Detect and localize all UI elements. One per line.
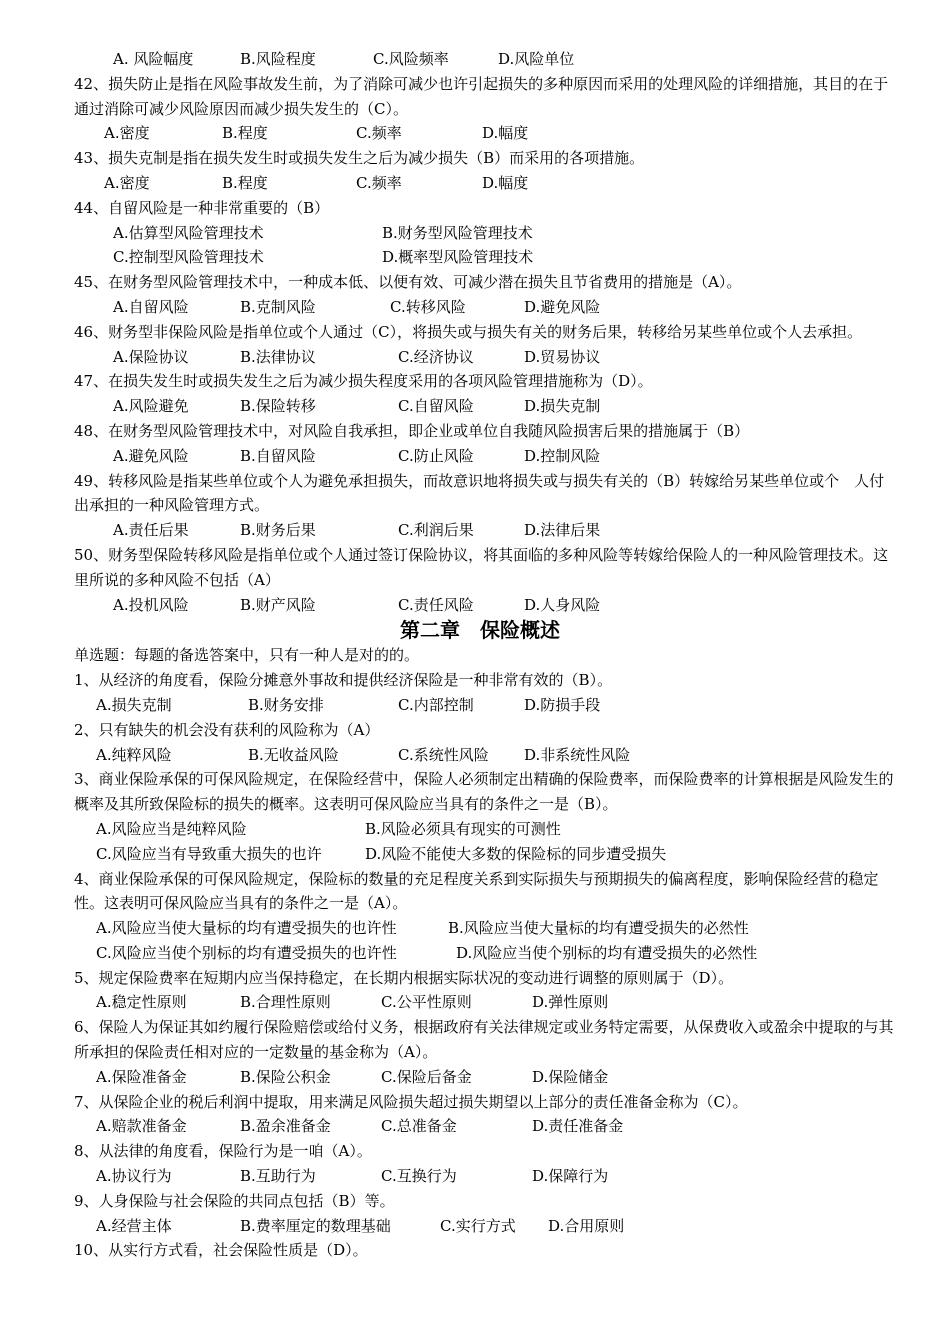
option-c: C.风险频率 xyxy=(373,50,449,68)
option-a: A.经营主体 xyxy=(96,1216,172,1235)
options-row xyxy=(0,1114,950,1139)
option-c: C.风险应当有导致重大损失的也许 xyxy=(96,844,322,863)
section-intro: 单选题：每题的备选答案中，只有一种人是对的的。 xyxy=(74,646,420,665)
options-row xyxy=(0,817,950,842)
options-row xyxy=(0,221,950,246)
option-d: D.避免风险 xyxy=(524,297,601,316)
option-b: B.风险应当使大量标的均有遭受损失的必然性 xyxy=(448,919,749,938)
option-d: D.责任准备金 xyxy=(532,1117,624,1136)
option-a: A.风险避免 xyxy=(113,397,189,416)
option-b: B.程度 xyxy=(222,173,268,192)
options-row xyxy=(0,1214,950,1239)
option-b: B.无收益风险 xyxy=(248,745,339,764)
option-d: D.合用原则 xyxy=(548,1216,625,1235)
option-c: C.公平性原则 xyxy=(381,993,472,1012)
question-text: 6、保险人为保证其如约履行保险赔偿或给付义务，根据政府有关法律规定或业务特定需要，从保费收入或盈余中提取的与其所承担的保险责任相对应的一定数量的基金称为（A）。 xyxy=(74,1018,894,1062)
option-d: D.幅度 xyxy=(482,124,529,143)
option-a: A.纯粹风险 xyxy=(96,745,172,764)
options-row xyxy=(0,916,950,941)
option-a: A.保险协议 xyxy=(113,347,189,366)
option-a: A.估算型风险管理技术 xyxy=(113,223,264,242)
option-b: B.财务型风险管理技术 xyxy=(382,223,533,242)
question-text: 50、财务型保险转移风险是指单位或个人通过签订保险协议，将其面临的多种风险等转嫁给保险人的一种风险管理技术。这里所说的多种风险不包括（A） xyxy=(74,545,889,589)
option-d: D.贸易协议 xyxy=(524,347,601,366)
option-c: C.自留风险 xyxy=(398,397,474,416)
option-b: B.保险转移 xyxy=(240,397,316,416)
option-d: D.幅度 xyxy=(482,173,529,192)
option-b: B.互助行为 xyxy=(240,1167,316,1186)
option-c: C.频率 xyxy=(356,173,402,192)
option-a: A.责任后果 xyxy=(113,521,189,540)
option-d: D.概率型风险管理技术 xyxy=(382,248,534,267)
option-b: B.盈余准备金 xyxy=(240,1117,331,1136)
option-c: C.经济协议 xyxy=(398,347,474,366)
option-b: B.自留风险 xyxy=(240,446,316,465)
option-c: C.系统性风险 xyxy=(398,745,489,764)
options-row xyxy=(0,444,950,469)
option-c: C.防止风险 xyxy=(398,446,474,465)
option-a: A.密度 xyxy=(104,124,150,143)
option-a: A.稳定性原则 xyxy=(96,993,187,1012)
option-a: A.投机风险 xyxy=(113,595,189,614)
option-d: D.法律后果 xyxy=(524,521,601,540)
option-d: D.风险应当使个别标的均有遭受损失的必然性 xyxy=(456,943,758,962)
options-row xyxy=(0,518,950,543)
options-row xyxy=(0,245,950,270)
option-b: B.程度 xyxy=(222,124,268,143)
options-row xyxy=(0,941,950,966)
options-row xyxy=(0,171,950,196)
option-c: C.转移风险 xyxy=(390,297,466,316)
option-b: B.财务后果 xyxy=(240,521,316,540)
option-a: A. 风险幅度 xyxy=(113,50,194,68)
question-text: 5、规定保险费率在短期内应当保持稳定，在长期内根据实际状况的变动进行调整的原则属于（D）。 xyxy=(74,968,734,987)
question-text: 43、损失克制是指在损失发生时或损失发生之后为减少损失（B）而采用的各项措施。 xyxy=(74,149,645,168)
option-c: C.控制型风险管理技术 xyxy=(113,248,264,267)
option-b: B.合理性原则 xyxy=(240,993,331,1012)
question-text: 8、从法律的角度看，保险行为是一咱（A）。 xyxy=(74,1142,372,1161)
option-b: B.风险程度 xyxy=(240,50,316,68)
option-d: D.风险单位 xyxy=(498,50,575,68)
option-c: C.实行方式 xyxy=(440,1216,516,1235)
question-text: 7、从保险企业的税后利润中提取，用来满足风险损失超过损失期望以上部分的责任准备金称为（C）。 xyxy=(74,1092,748,1111)
chapter-1-questions xyxy=(0,72,950,618)
option-a: A.损失克制 xyxy=(96,695,172,714)
option-c: C.责任风险 xyxy=(398,595,474,614)
option-c: C.利润后果 xyxy=(398,521,474,540)
option-b: B.财产风险 xyxy=(240,595,316,614)
options-row xyxy=(0,1065,950,1090)
option-b: B.风险必须具有现实的可测性 xyxy=(365,819,561,838)
option-c: C.保险后备金 xyxy=(381,1067,472,1086)
option-d: D.人身风险 xyxy=(524,595,601,614)
option-c: C.互换行为 xyxy=(381,1167,457,1186)
option-c: C.内部控制 xyxy=(398,695,474,714)
options-row xyxy=(0,394,950,419)
question-text: 2、只有缺失的机会没有获利的风险称为（A） xyxy=(74,720,380,739)
options-row xyxy=(0,295,950,320)
question-text: 48、在财务型风险管理技术中，对风险自我承担，即企业或单位自我随风险损害后果的措施属于（B） xyxy=(74,421,750,440)
options-row xyxy=(0,593,950,618)
options-row xyxy=(0,121,950,146)
option-c: C.风险应当使个别标的均有遭受损失的也许性 xyxy=(96,943,397,962)
option-a: A.风险应当使大量标的均有遭受损失的也许性 xyxy=(96,919,397,938)
option-d: D.保险储金 xyxy=(532,1067,609,1086)
option-d: D.弹性原则 xyxy=(532,993,609,1012)
option-a: A.保险准备金 xyxy=(96,1067,187,1086)
option-a: A.风险应当是纯粹风险 xyxy=(96,819,247,838)
option-d: D.损失克制 xyxy=(524,397,601,416)
chapter-2-questions xyxy=(0,668,950,1263)
question-text: 49、转移风险是指某些单位或个人为避免承担损失，而故意识地将损失或与损失有关的（B）转嫁给另某些单位或个 人付出承担的一种风险管理方式。 xyxy=(74,471,885,515)
question-text: 42、损失防止是指在风险事故发生前，为了消除可减少也许引起损失的多种原因而采用的处理风险的详细措施，其目的在于通过消除可减少风险原因而减少损失发生的（C）。 xyxy=(74,74,889,118)
option-b: B.保险公积金 xyxy=(240,1067,331,1086)
q41-options xyxy=(0,47,950,72)
options-row xyxy=(0,743,950,768)
options-row xyxy=(0,345,950,370)
option-b: B.费率厘定的数理基础 xyxy=(240,1216,391,1235)
option-b: B.财务安排 xyxy=(248,695,324,714)
options-row xyxy=(0,842,950,867)
question-text: 3、商业保险承保的可保风险规定，在保险经营中，保险人必须制定出精确的保险费率，而保险费率的计算根据是风险发生的概率及其所致保险标的损失的概率。这表明可保风险应当具有的条件之一是（B）。 xyxy=(74,770,894,814)
question-text: 10、从实行方式看，社会保险性质是（D）。 xyxy=(74,1241,368,1260)
option-c: C.频率 xyxy=(356,124,402,143)
option-a: A.赔款准备金 xyxy=(96,1117,187,1136)
options-row xyxy=(0,1164,950,1189)
question-text: 47、在损失发生时或损失发生之后为减少损失程度采用的各项风险管理措施称为（D）。 xyxy=(74,372,653,391)
option-d: D.保障行为 xyxy=(532,1167,609,1186)
chapter-title: 第二章 保险概述 xyxy=(400,618,560,643)
option-c: C.总准备金 xyxy=(381,1117,457,1136)
option-a: A.密度 xyxy=(104,173,150,192)
option-a: A.协议行为 xyxy=(96,1167,172,1186)
option-d: D.非系统性风险 xyxy=(524,745,631,764)
options-row xyxy=(0,693,950,718)
option-a: A.自留风险 xyxy=(113,297,189,316)
question-text: 4、商业保险承保的可保风险规定，保险标的数量的充足程度关系到实际损失与预期损失的偏离程度，影响保险经营的稳定性。这表明可保风险应当具有的条件之一是（A）。 xyxy=(74,869,879,913)
option-b: B.法律协议 xyxy=(240,347,316,366)
question-text: 1、从经济的角度看，保险分摊意外事故和提供经济保险是一种非常有效的（B）。 xyxy=(74,671,613,690)
option-d: D.防损手段 xyxy=(524,695,601,714)
question-text: 46、财务型非保险风险是指单位或个人通过（C），将损失或与损失有关的财务后果，转移给另某些单位或个人去承担。 xyxy=(74,322,863,341)
option-b: B.克制风险 xyxy=(240,297,316,316)
option-a: A.避免风险 xyxy=(113,446,189,465)
question-text: 44、自留风险是一种非常重要的（B） xyxy=(74,198,330,217)
question-text: 9、人身保险与社会保险的共同点包括（B）等。 xyxy=(74,1191,395,1210)
options-row xyxy=(0,990,950,1015)
option-d: D.风险不能使大多数的保险标的同步遭受损失 xyxy=(365,844,667,863)
option-d: D.控制风险 xyxy=(524,446,601,465)
question-text: 45、在财务型风险管理技术中，一种成本低、以便有效、可减少潜在损失且节省费用的措施是（A）。 xyxy=(74,273,742,292)
